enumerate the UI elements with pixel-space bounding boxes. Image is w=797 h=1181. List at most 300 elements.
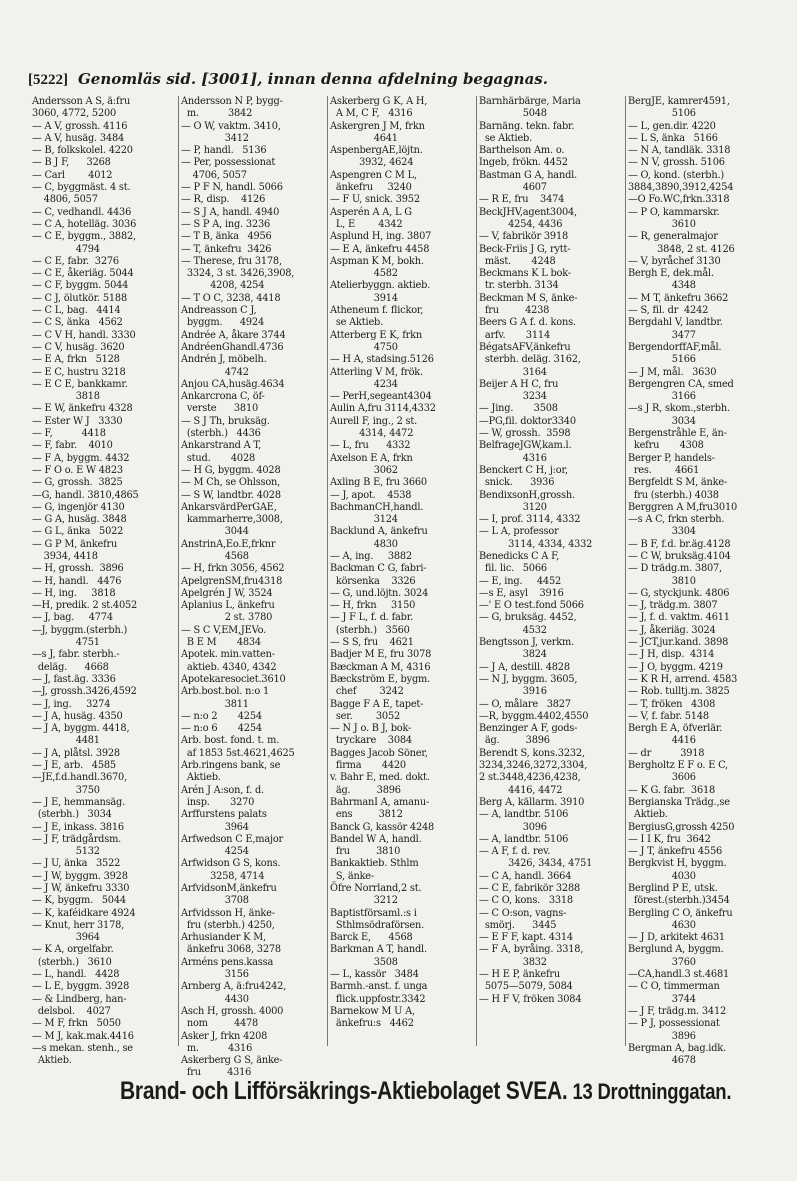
- directory-entry: — J, trädg.m. 3807: [628, 600, 718, 612]
- directory-entry: — Per, possessionat: [181, 157, 276, 169]
- directory-entry: Askerberg G S, änke-: [181, 1055, 283, 1067]
- directory-entry: — E W, änkefru 4328: [32, 403, 133, 415]
- page-title: Genomläs sid. [3001], innan denna afdelning begagnas.: [78, 70, 548, 88]
- directory-entry: Atterling V M, frök.: [330, 366, 423, 378]
- directory-entry: 4750: [330, 341, 398, 353]
- directory-entry: fil. lic. 5066: [479, 563, 547, 575]
- directory-entry: delsbol. 4027: [32, 1005, 111, 1017]
- directory-entry: verste 3810: [181, 403, 259, 415]
- directory-entry: Aktieb.: [32, 1055, 72, 1067]
- directory-entry: — E C E, bankkamr.: [32, 378, 128, 390]
- directory-entry: Apotek. min.vatten-: [181, 649, 275, 661]
- directory-entry: 4742: [181, 366, 249, 378]
- directory-entry: — L, fru 4332: [330, 440, 411, 452]
- directory-entry: 4234: [330, 378, 398, 390]
- directory-entry: se Aktieb.: [330, 317, 384, 329]
- directory-entry: — J, fast.äg. 3336: [32, 673, 116, 685]
- directory-entry: — J A, byggm. 4418,: [32, 723, 130, 735]
- directory-entry: —PG,fil. doktor3340: [479, 415, 576, 427]
- directory-entry: Berendt S, kons.3232,: [479, 747, 585, 759]
- directory-entry: 3610: [628, 218, 696, 230]
- directory-entry: Arén J A:son, f. d.: [181, 784, 264, 796]
- directory-entry: — K, byggm. 5044: [32, 895, 126, 907]
- directory-column: [476, 96, 625, 1046]
- directory-entry: — G P M, änkefru: [32, 538, 118, 550]
- directory-entry: — F O o. E W 4823: [32, 464, 123, 476]
- directory-entry: — K G. fabr. 3618: [628, 784, 716, 796]
- directory-entry: 3258, 4714: [181, 870, 265, 882]
- directory-entry: mäst. 4248: [479, 255, 556, 267]
- directory-entry: — F A, byggm. 4432: [32, 452, 130, 464]
- directory-entry: — J E, arb. 4585: [32, 760, 116, 772]
- directory-entry: Arfwidson G S, kons.: [181, 858, 281, 870]
- directory-entry: — dr 3918: [628, 747, 705, 759]
- directory-entry: Arb.ringens bank, se: [181, 760, 281, 772]
- directory-entry: kefru 4308: [628, 440, 704, 452]
- directory-entry: Bergling C O, änkefru: [628, 907, 733, 919]
- directory-entry: — C A, handl. 3664: [479, 870, 572, 882]
- directory-entry: — H, handl. 4476: [32, 575, 122, 587]
- directory-entry: — D trädg.m. 3807,: [628, 563, 722, 575]
- directory-entry: — K R H, arrend. 4583: [628, 673, 738, 685]
- directory-entry: — V, fabrikör 3918: [479, 231, 569, 243]
- directory-entry: Baptistförsaml.:s i: [330, 907, 417, 919]
- directory-entry: förest.(sterbh.)3454: [628, 895, 730, 907]
- directory-entry: — J, f. d. vaktm. 4611: [628, 612, 730, 624]
- directory-entry: Benckert C H, j:or,: [479, 464, 568, 476]
- directory-entry: — C V, husäg. 3620: [32, 341, 125, 353]
- directory-entry: — G L, änka 5022: [32, 526, 124, 538]
- directory-entry: L, E 4342: [330, 218, 403, 230]
- directory-entry: — S C V,EM,JEVo.: [181, 624, 267, 636]
- directory-column: [327, 96, 476, 1046]
- directory-entry: Apotekaresociet.3610: [181, 673, 286, 685]
- directory-entry: Andersson A S, ä:fru: [32, 96, 131, 107]
- directory-entry: Barmh.-anst. f. unga: [330, 981, 428, 993]
- directory-entry: — C E, fabrikör 3288: [479, 883, 581, 894]
- directory-entry: — T O C, 3238, 4418: [181, 292, 281, 304]
- directory-entry: snick. 3936: [479, 477, 555, 489]
- directory-entry: — O, kond. (sterbh.): [628, 169, 725, 181]
- directory-entry: 5106: [628, 108, 696, 120]
- directory-entry: 3964: [32, 932, 100, 944]
- directory-entry: Backlund A, änkefru: [330, 526, 428, 538]
- directory-entry: — W, grossh. 3598: [479, 428, 571, 440]
- directory-entry: — R, disp. 4126: [181, 194, 266, 206]
- directory-entry: 4430: [181, 993, 249, 1005]
- directory-entry: Aulin A,fru 3114,4332: [330, 403, 436, 415]
- directory-entry: — E C, hustru 3218: [32, 366, 126, 378]
- directory-entry: Bastman G A, handl.: [479, 169, 577, 181]
- directory-entry: — J A, plåtsl. 3928: [32, 747, 120, 759]
- directory-entry: — P, handl. 5136: [181, 145, 267, 157]
- directory-entry: — V, byråchef 3130: [628, 255, 721, 267]
- directory-entry: — L, gen.dir. 4220: [628, 120, 716, 132]
- directory-entry: — Jing. 3508: [479, 403, 558, 415]
- directory-entry: Asker J, frkn 4208: [181, 1030, 268, 1042]
- directory-entry: änkefru 3068, 3278: [181, 944, 281, 956]
- directory-entry: — C F, byggm. 5044: [32, 280, 129, 292]
- directory-entry: — H E P, änkefru: [479, 969, 560, 981]
- directory-entry: 3750: [32, 784, 100, 796]
- directory-entry: — J U, änka 3522: [32, 858, 121, 870]
- directory-entry: Aktieb.: [628, 809, 668, 821]
- directory-entry: — C, byggmäst. 4 st.: [32, 182, 131, 194]
- directory-entry: — C S, änka 4562: [32, 317, 123, 329]
- directory-entry: 3234: [479, 391, 547, 403]
- directory-entry: — R E, fru 3474: [479, 194, 565, 206]
- directory-entry: — M Ch, se Ohlsson,: [181, 477, 281, 489]
- directory-entry: 3932, 4624: [330, 157, 414, 169]
- directory-entry: — S, fil. dr 4242: [628, 305, 709, 317]
- directory-entry: BergJE, kamrer4591,: [628, 96, 730, 107]
- directory-entry: Andersson N P, bygg-: [181, 96, 283, 107]
- directory-entry: AnkarsvärdPerGAE,: [181, 501, 277, 513]
- directory-entry: körsenka 3326: [330, 575, 416, 587]
- directory-entry: (sterbh.) 3034: [32, 809, 112, 821]
- directory-entry: 3096: [479, 821, 547, 833]
- directory-entry: res. 4661: [628, 464, 700, 476]
- directory-entry: Bergianska Trädg.,se: [628, 796, 730, 808]
- directory-entry: — C O, kons. 3318: [479, 895, 573, 907]
- directory-entry: firma 4420: [330, 760, 406, 772]
- directory-entry: BachmanCH,handl.: [330, 501, 424, 513]
- directory-entry: 3760: [628, 956, 696, 968]
- directory-entry: 3114, 4334, 4332: [479, 538, 593, 550]
- directory-entry: Arfwedson C E,major: [181, 833, 284, 845]
- directory-entry: — B J F, 3268: [32, 157, 111, 169]
- directory-entry: Barkman A T, handl.: [330, 944, 427, 956]
- directory-entry: 4678: [628, 1055, 696, 1067]
- directory-entry: 4314, 4472: [330, 428, 414, 440]
- directory-entry: 4030: [628, 870, 696, 882]
- directory-entry: —O Fo.WC,frkn.3318: [628, 194, 730, 206]
- directory-entry: kammarherre,3008,: [181, 514, 283, 526]
- directory-entry: 3884,3890,3912,4254: [628, 182, 734, 194]
- directory-entry: Beckman M S, änke-: [479, 292, 578, 304]
- directory-entry: Asperén A A, L G: [330, 206, 412, 218]
- directory-entry: — K, kaféidkare 4924: [32, 907, 136, 919]
- directory-entry: Andreasson C J,: [181, 305, 257, 317]
- directory-entry: — S J Th, bruksäg.: [181, 415, 270, 427]
- directory-entry: Benzinger A F, gods-: [479, 723, 578, 735]
- directory-entry: Bergh E, dek.mål.: [628, 268, 714, 280]
- directory-entry: — S J A, handl. 4940: [181, 206, 280, 218]
- directory-entry: Atheneum f. flickor,: [330, 305, 424, 317]
- directory-entry: — J F, trädgårdsm.: [32, 833, 122, 845]
- directory-entry: byggm. 4924: [181, 317, 264, 329]
- directory-entry: 4254, 4436: [479, 218, 563, 230]
- directory-entry: aktieb. 4340, 4342: [181, 661, 277, 673]
- directory-entry: —s J R, skom.,sterbh.: [628, 403, 730, 415]
- directory-entry: Askergren J M, frkn: [330, 120, 425, 132]
- directory-entry: Ankarcrona C, öf-: [181, 391, 265, 403]
- directory-entry: 2 st.3448,4236,4238,: [479, 772, 581, 784]
- directory-entry: 4568: [181, 550, 249, 562]
- directory-entry: — L, kassör 3484: [330, 969, 419, 981]
- directory-entry: Bandel W A, handl.: [330, 833, 422, 845]
- directory-entry: — N A, tandläk. 3318: [628, 145, 731, 157]
- directory-entry: Ankarstrand A T,: [181, 440, 262, 452]
- directory-entry: — V, f. fabr. 5148: [628, 710, 709, 722]
- directory-entry: — G, styckjunk. 4806: [628, 587, 730, 599]
- directory-entry: 4348: [628, 280, 696, 292]
- directory-entry: — J, ing. 3274: [32, 698, 111, 710]
- directory-entry: — J, bag. 4774: [32, 612, 113, 624]
- directory-entry: 4532: [479, 624, 547, 636]
- directory-entry: A M, C F, 4316: [330, 108, 413, 120]
- directory-entry: AspenbergAE,löjtn.: [330, 145, 423, 157]
- directory-entry: 4830: [330, 538, 398, 550]
- directory-entry: 4208, 4254: [181, 280, 265, 292]
- directory-entry: —H, predik. 2 st.4052: [32, 600, 138, 612]
- directory-entry: se Aktieb.: [479, 132, 533, 144]
- directory-entry: Arméns pens.kassa: [181, 956, 274, 968]
- directory-columns: [30, 96, 774, 1079]
- directory-entry: 3832: [479, 956, 547, 968]
- directory-entry: 4607: [479, 182, 547, 194]
- directory-entry: Bæckström E, bygm.: [330, 673, 431, 685]
- directory-entry: Andrée A, åkare 3744: [181, 329, 286, 341]
- directory-entry: Berglind P E, utsk.: [628, 883, 718, 894]
- directory-entry: deläg. 4668: [32, 661, 109, 673]
- directory-entry: fru 4316: [181, 1067, 252, 1079]
- directory-entry: — PerH,segeant4304: [330, 391, 432, 403]
- directory-entry: Arnberg A, ä:fru4242,: [181, 981, 287, 993]
- directory-entry: — J M, mål. 3630: [628, 366, 717, 378]
- directory-entry: 5166: [628, 354, 696, 366]
- directory-entry: —s mekan. stenh., se: [32, 1042, 133, 1054]
- directory-entry: — C E, åkeriäg. 5044: [32, 268, 134, 280]
- directory-entry: — A, landtbr. 5106: [479, 833, 569, 845]
- directory-entry: 3896: [628, 1030, 696, 1042]
- directory-entry: 3412: [181, 132, 249, 144]
- directory-entry: — T, änkefru 3426: [181, 243, 272, 255]
- directory-entry: (sterbh.) 3610: [32, 956, 112, 968]
- directory-entry: Bergh E A, öfverlär.: [628, 723, 723, 735]
- directory-entry: — J W, änkefru 3330: [32, 883, 130, 894]
- directory-entry: — J D, arkitekt 4631: [628, 932, 725, 944]
- directory-entry: Bengtsson J, verkm.: [479, 637, 575, 649]
- directory-entry: — L, handl. 4428: [32, 969, 120, 981]
- advertisement-banner: [120, 1077, 732, 1121]
- directory-entry: —R, byggm.4402,4550: [479, 710, 589, 722]
- directory-entry: 3166: [628, 391, 696, 403]
- directory-entry: Öfre Norrland,2 st.: [330, 883, 422, 894]
- directory-entry: 3062: [330, 464, 398, 476]
- directory-entry: — P J, possessionat: [628, 1018, 720, 1030]
- directory-entry: änkefru 3240: [330, 182, 412, 194]
- directory-entry: — C A, hotelläg. 3036: [32, 218, 137, 230]
- directory-entry: — H, frkn 3150: [330, 600, 416, 612]
- directory-entry: BergendorffAF,mål.: [628, 341, 722, 353]
- directory-entry: flick.uppfostr.3342: [330, 993, 426, 1005]
- directory-entry: Berger P, handels-: [628, 452, 715, 464]
- directory-entry: Bankaktieb. Sthlm: [330, 858, 419, 870]
- directory-entry: nom 4478: [181, 1018, 259, 1030]
- directory-entry: B E M 4834: [181, 637, 261, 649]
- directory-entry: 3060, 4772, 5200: [32, 108, 117, 120]
- directory-entry: 3034: [628, 415, 696, 427]
- page-reference: [5222]: [28, 72, 68, 88]
- directory-entry: — Carl 4012: [32, 169, 113, 181]
- directory-entry: BelfrageJGW,kam.l.: [479, 440, 572, 452]
- directory-entry: —J, byggm.(sterbh.): [32, 624, 128, 636]
- directory-entry: Beijer A H C, fru: [479, 378, 559, 390]
- directory-entry: insp. 3270: [181, 796, 255, 808]
- directory-entry: 3848, 2 st. 4126: [628, 243, 735, 255]
- directory-entry: — A V, husäg. 3484: [32, 132, 125, 144]
- directory-entry: — E F F, kapt. 4314: [479, 932, 573, 944]
- directory-entry: —' E O test.fond 5066: [479, 600, 584, 612]
- directory-entry: chef 3242: [330, 686, 404, 698]
- directory-entry: — J F, trädg.m. 3412: [628, 1005, 727, 1017]
- directory-entry: tryckare 3084: [330, 735, 412, 747]
- directory-entry: ser. 3052: [330, 710, 401, 722]
- directory-entry: 3964: [181, 821, 249, 833]
- directory-entry: 3914: [330, 292, 398, 304]
- directory-entry: —CA,handl.3 st.4681: [628, 969, 730, 981]
- directory-entry: — N J o. B J, bok-: [330, 723, 412, 735]
- directory-entry: — C L, bag. 4414: [32, 305, 121, 317]
- directory-entry: — C E, fabr. 3276: [32, 255, 119, 267]
- directory-entry: Asch H, grossh. 4000: [181, 1005, 284, 1017]
- directory-entry: — H, frkn 3056, 4562: [181, 563, 285, 575]
- directory-entry: — M F, frkn 5050: [32, 1018, 121, 1030]
- directory-entry: — A V, grossh. 4116: [32, 120, 128, 132]
- directory-entry: Barnäng. tekn. fabr.: [479, 120, 575, 132]
- directory-entry: — C O:son, vagns-: [479, 907, 567, 919]
- banner-company: Brand- och Lifförsäkrings-Aktiebolaget SVEA.: [120, 1077, 568, 1105]
- directory-entry: 3916: [479, 686, 547, 698]
- directory-entry: —G, handl. 3810,4865: [32, 489, 139, 501]
- directory-entry: — H F V, fröken 3084: [479, 993, 582, 1005]
- directory-entry: — T B, änka 4956: [181, 231, 272, 243]
- directory-entry: Bergfeldt S M, änke-: [628, 477, 728, 489]
- directory-entry: 4806, 5057: [32, 194, 98, 206]
- directory-entry: Axelson E A, frkn: [330, 452, 413, 464]
- directory-entry: stud. 4028: [181, 452, 256, 464]
- directory-entry: — N V, grossh. 5106: [628, 157, 725, 169]
- directory-entry: — J E, inkass. 3816: [32, 821, 124, 833]
- directory-entry: — H, ing. 3818: [32, 587, 116, 599]
- directory-entry: 3811: [181, 698, 249, 710]
- page-header: [28, 70, 772, 92]
- directory-entry: m. 3842: [181, 108, 253, 120]
- directory-entry: 3212: [330, 895, 398, 907]
- directory-entry: — E A, frkn 5128: [32, 354, 120, 366]
- directory-entry: Bagge F A E, tapet-: [330, 698, 424, 710]
- directory-entry: Beck-Friis J G, rytt-: [479, 243, 571, 255]
- directory-entry: — J E, hemmansäg.: [32, 796, 126, 808]
- directory-entry: — B F, f.d. br.äg.4128: [628, 538, 731, 550]
- directory-entry: Bergkvist H, byggm.: [628, 858, 727, 870]
- directory-entry: Askerberg G K, A H,: [330, 96, 428, 107]
- directory-entry: — F A, byråing. 3318,: [479, 944, 584, 956]
- directory-entry: — C J, ölutkör. 5188: [32, 292, 127, 304]
- directory-entry: — L A, professor: [479, 526, 559, 538]
- directory-entry: ens 3812: [330, 809, 403, 821]
- directory-entry: Sthlmsödraförsen.: [330, 919, 424, 931]
- directory-entry: AnstrinA,Eo.E,frknr: [181, 538, 276, 550]
- directory-entry: Berg A, källarm. 3910: [479, 796, 585, 808]
- directory-entry: 3426, 3434, 4751: [479, 858, 593, 870]
- directory-entry: — Rob. tulltj.m. 3825: [628, 686, 730, 698]
- directory-entry: — T, fröken 4308: [628, 698, 716, 710]
- directory-entry: Aspengren C M L,: [330, 169, 417, 181]
- directory-entry: 3156: [181, 969, 249, 981]
- directory-entry: Bæckman A M, 4316: [330, 661, 431, 673]
- directory-entry: — & Lindberg, han-: [32, 993, 127, 1005]
- directory-entry: — J A, destill. 4828: [479, 661, 570, 673]
- directory-entry: — A, landtbr. 5106: [479, 809, 569, 821]
- directory-entry: 4416, 4472: [479, 784, 563, 796]
- directory-entry: S, änke-: [330, 870, 375, 882]
- directory-entry: — S P A, ing. 3236: [181, 218, 271, 230]
- directory-entry: Barnekow M U A,: [330, 1005, 415, 1017]
- directory-entry: äg. 3896: [330, 784, 401, 796]
- directory-entry: Arhusiander K M,: [181, 932, 266, 944]
- directory-entry: Banck G, kassör 4248: [330, 821, 435, 833]
- directory-entry: arfv. 3114: [479, 329, 550, 341]
- directory-entry: (sterbh.) 4436: [181, 428, 261, 440]
- directory-entry: af 1853 5st.4621,4625: [181, 747, 295, 759]
- directory-entry: — O W, vaktm. 3410,: [181, 120, 281, 132]
- directory-entry: — M J, kak.mak.4416: [32, 1030, 134, 1042]
- directory-entry: — J F L, f. d. fabr.: [330, 612, 414, 624]
- directory-entry: fru 4238: [479, 305, 550, 317]
- directory-entry: m. 4316: [181, 1042, 253, 1054]
- directory-entry: Bergdahl V, landtbr.: [628, 317, 723, 329]
- directory-entry: fru 3810: [330, 846, 401, 858]
- directory-entry: — N J, byggm. 3605,: [479, 673, 578, 685]
- directory-entry: 4582: [330, 268, 398, 280]
- directory-entry: 3234,3246,3272,3304,: [479, 760, 588, 772]
- directory-entry: Bergengren CA, smed: [628, 378, 734, 390]
- directory-entry: — J W, byggm. 3928: [32, 870, 128, 882]
- directory-entry: Atterberg E K, frkn: [330, 329, 422, 341]
- directory-entry: — O, målare 3827: [479, 698, 571, 710]
- directory-entry: äg. 3896: [479, 735, 550, 747]
- directory-entry: — Ester W J 3330: [32, 415, 123, 427]
- directory-entry: —s J, fabr. sterbh.-: [32, 649, 120, 661]
- directory-entry: 3124: [330, 514, 398, 526]
- directory-entry: Asplund H, ing. 3807: [330, 231, 432, 243]
- directory-entry: — G, und.löjtn. 3024: [330, 587, 429, 599]
- directory-entry: BendixsonH,grossh.: [479, 489, 575, 501]
- directory-entry: (sterbh.) 3560: [330, 624, 410, 636]
- directory-entry: BahrmanI A, amanu-: [330, 796, 430, 808]
- directory-entry: — J, åkeriäg. 3024: [628, 624, 716, 636]
- directory-entry: — G, grossh. 3825: [32, 477, 123, 489]
- directory-entry: — C W, bruksäg.4104: [628, 550, 731, 562]
- directory-entry: — J O, byggm. 4219: [628, 661, 723, 673]
- directory-entry: — M T, änkefru 3662: [628, 292, 729, 304]
- directory-entry: Beckmans K L bok-: [479, 268, 571, 280]
- directory-entry: 4316: [479, 452, 547, 464]
- directory-entry: 3508: [330, 956, 398, 968]
- directory-entry: — A, ing. 3882: [330, 550, 412, 562]
- directory-entry: — G, bruksäg. 4452,: [479, 612, 577, 624]
- directory-entry: Aspman K M, bokh.: [330, 255, 424, 267]
- directory-entry: Aurell F, ing., 2 st.: [330, 415, 418, 427]
- directory-entry: Beers G A f. d. kons.: [479, 317, 576, 329]
- directory-entry: — Knut, herr 3178,: [32, 919, 125, 931]
- directory-entry: — E A, änkefru 4458: [330, 243, 430, 255]
- directory-entry: —JE,f.d.handl.3670,: [32, 772, 127, 784]
- directory-entry: — J, apot. 4538: [330, 489, 412, 501]
- banner-address: 13 Drottninggatan.: [572, 1079, 732, 1104]
